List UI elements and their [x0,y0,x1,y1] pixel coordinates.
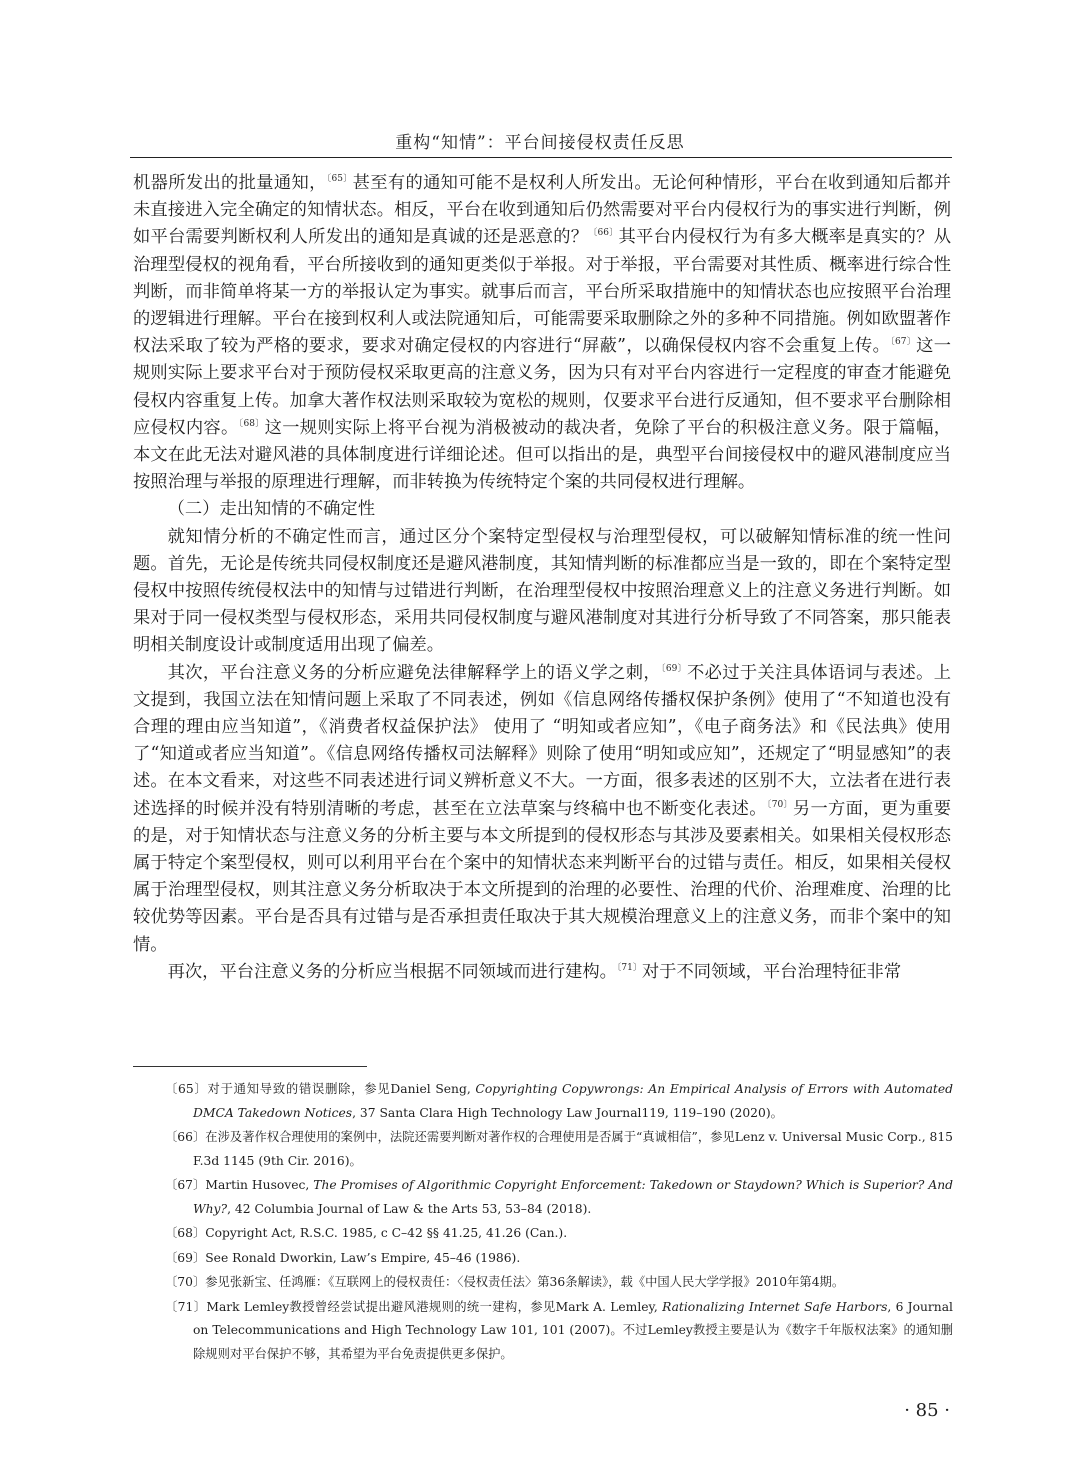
footnote-65 [165,1078,953,1125]
text-run: 另一方面，更为重要的是，对于知情状态与注意义务的分析主要与本文所提到的侵权形态与其涉及要素相关。如果相关侵权形态属于特定个案型侵权，则可以利用平台在个案中的知情状态来判断平台的过错与责任。相反，如果相关侵权属于治理型侵权，则其注意义务分析取决于本文所提到的治理的必要性、治理的代价、治理难度、治理的比较优势等因素。平台是否具有过错与是否承担责任取决于其大规模治理意义上的注意义务，而非个案中的知情。 [133,798,951,955]
footnote-italic-title: Copyrighting Copywrongs: An Empirical Analysis of Errors with Automated DMCA Takedown Notices [193,1082,953,1120]
text-run: 这一规则实际上将平台视为消极被动的裁决者，免除了平台的积极注意义务。限于篇幅，本文在此无法对避风港的具体制度进行详细论述。但可以指出的是，典型平台间接侵权中的避风港制度应当按照治理与举报的原理进行理解，而非转换为传统特定个案的共同侵权进行理解。 [133,417,951,493]
paragraph-semantics [133,660,951,959]
text-run: 其平台内侵权行为有多大概率是真实的？从治理型侵权的视角看，平台所接收到的通知更类似于举报。对于举报，平台需要对其性质、概率进行综合性判断，而非简单将某一方的举报认定为事实。就事后而言，平台所采取措施中的知情状态也应按照平台治理的逻辑进行理解。平台在接到权利人或法院通知后，可能需要采取删除之外的多种不同措施。例如欧盟著作权法采取了较为严格的要求，要求对确定侵权的内容进行“屏蔽”，以确保侵权内容不会重复上传。 [133,227,951,357]
footnote-number: 〔68〕 [165,1226,206,1240]
text-run: 不必过于关注具体语词与表述。上文提到，我国立法在知情问题上采取了不同表述，例如《信息网络传播权保护条例》使用了“不知道也没有合理的理由应当知道”，《消费者权益保护法》 使用了 “明知或者应知”，《电子商务法》和《民法典》使用了“知道或者应当知道”。《信息网络传播权司法解释》则除了使用“明知或应知”，还规定了“明显感知”的表述。在本文看来，对这些不同表述进行词义辨析意义不大。一方面，很多表述的区别不大，立法者在进行表述选择的时候并没有特别清晰的考虑，甚至在立法草案与终稿中也不断变化表述。 [133,662,951,819]
footnote-number: 〔69〕 [165,1250,206,1265]
footnotes [165,1078,953,1367]
text-run: 机器所发出的批量通知， [133,173,327,193]
footnote-70 [165,1271,953,1295]
footnote-ref-70[interactable]: 〔70〕 [766,799,793,810]
footnote-text: Copyright Act, R.S.C. 1985, c C–42 §§ 41.25, 41.26 (Can.). [205,1226,568,1240]
footnote-italic-title: Rationalizing Internet Safe Harbors [662,1299,888,1314]
footnote-text: 对于通知导致的错误删除，参见Daniel Seng, [207,1082,476,1096]
paragraph-continued [133,170,951,496]
footnote-ref-65[interactable]: 〔65〕 [326,174,353,184]
footnote-ref-71[interactable]: 〔71〕 [616,962,642,973]
section-heading: （二）走出知情的不确定性 [167,499,375,520]
footnote-text: Mark Lemley教授曾经尝试提出避风港规则的统一建构，参见Mark A. Lemley, [206,1299,663,1314]
paragraph-uncertainty: 就知情分析的不确定性而言，通过区分个案特定型侵权与治理型侵权，可以破解知情标准的统一性问题。首先，无论是传统共同侵权制度还是避风港制度，其知情判断的标准都应当是一致的，即在个案特定型侵权中按照传统侵权法中的知情与过错进行判断，在治理型侵权中按照治理意义上的注意义务进行判断。如果对于同一侵权类型与侵权形态，采用共同侵权制度与避风港制度对其进行分析导致了不同答案，那只能表明相关制度设计或制度适用出现了偏差。 [133,526,951,656]
text-run: 甚至有的通知可能不是权利人所发出。无论何种情形，平台在收到通知后都并未直接进入完全确定的知情状态。相反，平台在收到通知后仍然需要对平台内侵权行为的事实进行判断，例如平台需要判断权利人所发出的通知是真诚的还是恶意的？ [133,173,951,248]
footnote-text: , 6 Journal on Telecommunications and High Technology Law 101, 101 (2007)。不过Lemley教授主要是认为《数字千年版权法案》的通知删除规则对平台保护不够，其希望为平台免责提供更多保护。 [193,1299,953,1361]
footnote-number: 〔65〕 [165,1082,208,1096]
footnote-69 [165,1247,953,1271]
footnote-68 [165,1222,953,1246]
footnote-text: 在涉及著作权合理使用的案例中，法院还需要判断对著作权的合理使用是否属于“真诚相信”，参见Lenz v. Universal Music Corp., 815 F.3d 1145 (9th Cir. 2016)。 [193,1130,953,1168]
page-number: · 85 · [904,1400,950,1421]
text-run: 其次，平台注意义务的分析应避免法律解释学上的语义学之刺， [167,662,662,683]
footnote-number: 〔67〕 [165,1178,206,1192]
footnote-ref-68[interactable]: 〔68〕 [238,418,265,429]
running-head-title: 重构“知情”：平台间接侵权责任反思 [395,133,685,153]
footnote-ref-69[interactable]: 〔69〕 [661,663,687,674]
text-run: 这一规则实际上要求平台对于预防侵权采取更高的注意义务，因为只有对平台内容进行一定程度的审查才能避免侵权内容重复上传。加拿大著作权法则采取较为宽松的规则，仅要求平台进行反通知，但不要求平台删除相应侵权内容。 [133,336,952,438]
header-rule [130,157,952,158]
footnote-ref-66[interactable]: 〔66〕 [588,228,619,239]
main-text [133,170,951,986]
footnote-text: , 42 Columbia Journal of Law & the Arts 53, 53–84 (2018). [227,1201,592,1216]
footnote-ref-67[interactable]: 〔67〕 [890,337,917,348]
footnote-italic-title: The Promises of Algorithmic Copyright Enforcement: Takedown or Staydown? Which is Superior? And Why? [193,1178,953,1216]
text-run: 对于不同领域，平台治理特征非常 [641,961,902,982]
footnote-71 [165,1296,953,1367]
footnote-text: , 37 Santa Clara High Technology Law Journal119, 119–190 (2020)。 [352,1105,783,1120]
footnote-text: 参见张新宝、任鸿雁：《互联网上的侵权责任：〈侵权责任法〉第36条解读》，载《中国人民大学学报》2010年第4期。 [205,1275,845,1289]
footnote-text: See Ronald Dworkin, Law’s Empire, 45–46 (1986). [205,1250,521,1265]
footnote-number: 〔70〕 [165,1275,206,1289]
footnote-67 [165,1174,953,1221]
text-run: 再次，平台注意义务的分析应当根据不同领域而进行建构。 [167,961,617,982]
footnote-number: 〔66〕 [165,1130,206,1144]
footnote-number: 〔71〕 [165,1299,207,1314]
footnote-66 [165,1126,953,1173]
footnote-text: Martin Husovec, [205,1178,314,1192]
paragraph-domains [133,959,951,986]
footnote-rule [133,1066,367,1067]
